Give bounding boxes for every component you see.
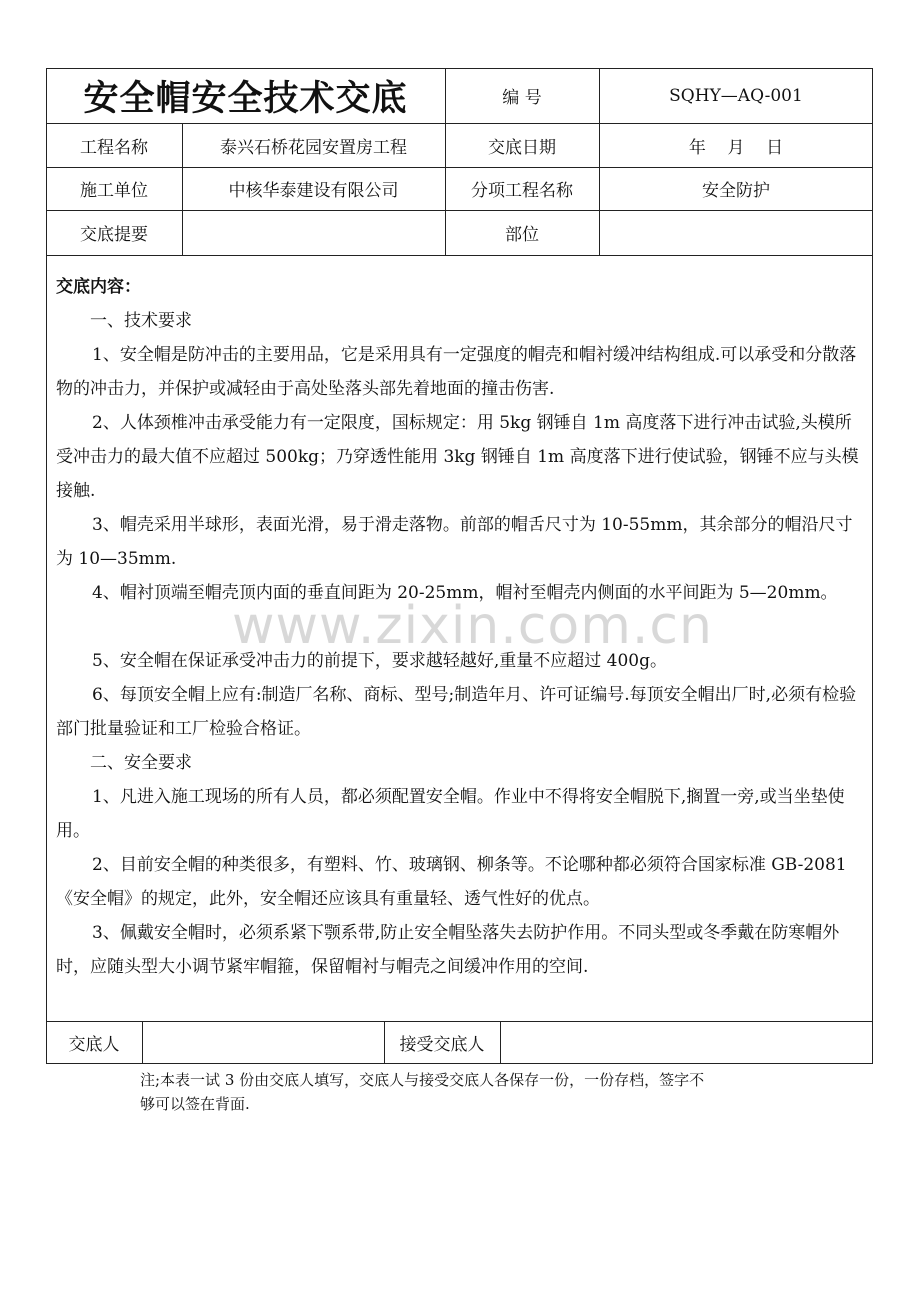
watermark: www.zixin.com.cn [232, 596, 713, 656]
number-value[interactable]: SQHY—AQ-001 [669, 85, 803, 106]
project-name-label: 工程名称 [80, 137, 148, 158]
number-label: 编 号 [502, 88, 542, 108]
footnote-line: 够可以签在背面. [140, 1095, 250, 1113]
content-heading: 交底内容： [56, 277, 141, 297]
document-title: 安全帽安全技术交底 [83, 77, 408, 119]
section-title: 二、安全要求 [90, 753, 192, 773]
content-paragraph: 6、每顶安全帽上应有:制造厂名称、商标、型号;制造年月、许可证编号.每顶安全帽出厂时,必须有检验部门批量验证和工厂检验合格证。 [56, 685, 857, 739]
content-paragraph: 5、安全帽在保证承受冲击力的前提下，要求越轻越好,重量不应超过 400g。 [92, 651, 667, 671]
construction-unit-label: 施工单位 [80, 181, 148, 201]
project-name-value[interactable]: 泰兴石桥花园安置房工程 [220, 137, 407, 158]
content-paragraph: 4、帽衬顶端至帽壳顶内面的垂直间距为 20-25mm，帽衬至帽壳内侧面的水平间距为 5—20mm。 [92, 583, 838, 603]
content-paragraph: 1、安全帽是防冲击的主要用品，它是采用具有一定强度的帽壳和帽衬缓冲结构组成.可以承受和分散落物的冲击力，并保护或减轻由于高处坠落头部先着地面的撞击伤害. [56, 345, 857, 399]
receiver-signature-field[interactable] [500, 1021, 873, 1064]
subproject-value[interactable]: 安全防护 [702, 181, 770, 201]
summary-value[interactable] [182, 210, 445, 255]
summary-label: 交底提要 [80, 225, 148, 245]
spacer [56, 610, 868, 644]
content-paragraph: 1、凡进入施工现场的所有人员，都必须配置安全帽。作业中不得将安全帽脱下,搁置一旁,或当坐垫使用。 [56, 787, 845, 841]
section-title: 一、技术要求 [90, 311, 192, 331]
part-label: 部位 [505, 225, 539, 245]
content-paragraph: 3、佩戴安全帽时，必须系紧下颚系带,防止安全帽坠落失去防护作用。不同头型或冬季戴在防寒帽外时，应随头型大小调节紧牢帽箍，保留帽衬与帽壳之间缓冲作用的空间. [56, 923, 840, 977]
construction-unit-value[interactable]: 中核华泰建设有限公司 [228, 181, 399, 201]
giver-signature-field[interactable] [142, 1021, 384, 1064]
date-value[interactable]: 年 月 日 [688, 137, 784, 158]
content-paragraph: 2、人体颈椎冲击承受能力有一定限度，国标规定：用 5kg 钢锤自 1m 高度落下进行冲击试验,头模所受冲击力的最大值不应超过 500kg；乃穿透性能用 3kg 钢锤自 1m 高度落下进行使试验，钢锤不应与头模接触. [56, 413, 859, 501]
content-paragraph: 3、帽壳采用半球形，表面光滑，易于滑走落物。前部的帽舌尺寸为 10-55mm，其余部分的帽沿尺寸为 10—35mm. [56, 515, 853, 569]
part-value[interactable] [599, 210, 873, 255]
content-paragraph: 2、目前安全帽的种类很多，有塑料、竹、玻璃钢、柳条等。不论哪种都必须符合国家标准 GB-2081《安全帽》的规定，此外，安全帽还应该具有重量轻、透气性好的优点。 [56, 855, 847, 909]
date-label: 交底日期 [488, 137, 556, 158]
subproject-label: 分项工程名称 [471, 181, 573, 201]
footnote [140, 1068, 820, 1116]
giver-label: 交底人 [68, 1035, 120, 1055]
row-divider [46, 255, 873, 256]
receiver-label: 接受交底人 [399, 1035, 485, 1055]
briefing-content [56, 270, 868, 984]
footnote-line: 注;本表一试 3 份由交底人填写，交底人与接受交底人各保存一份，一份存档，签字不 [140, 1071, 705, 1089]
